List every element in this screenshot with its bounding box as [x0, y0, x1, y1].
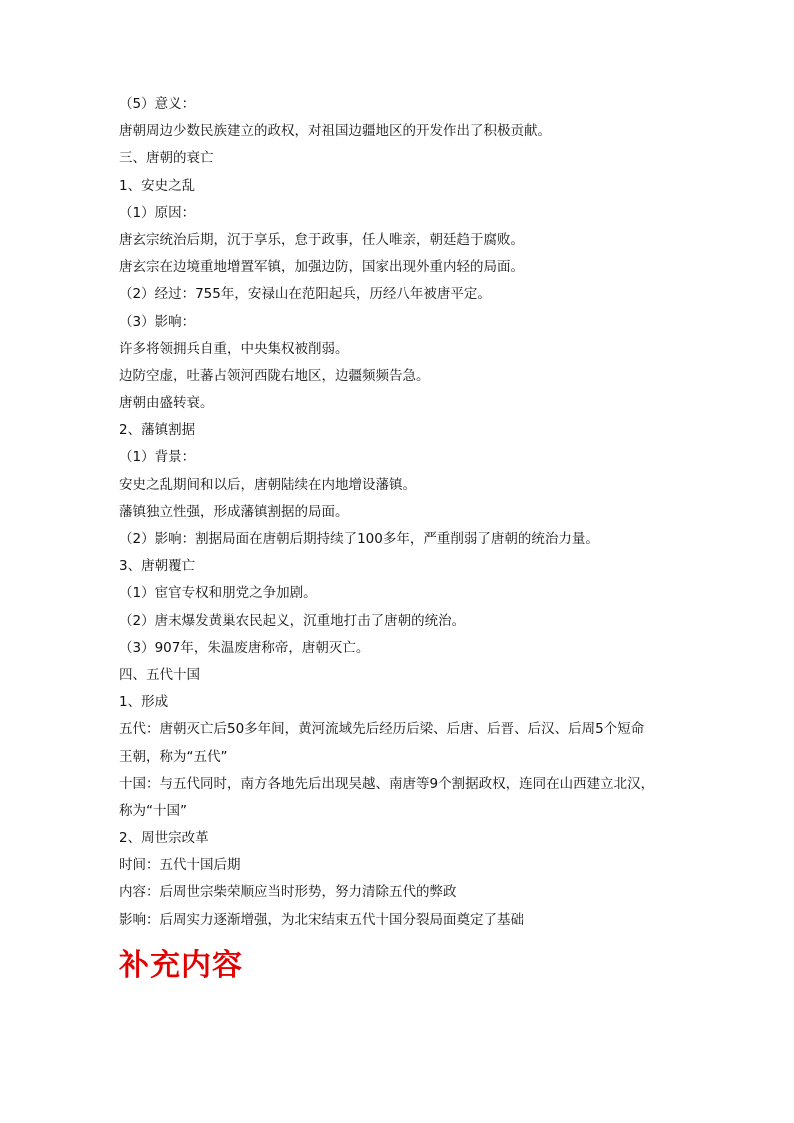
supplement-heading: 补充内容 — [119, 947, 243, 983]
impact-label: （3）影响： — [119, 313, 196, 330]
background-text-2: 藩镇独立性强，形成藩镇割据的局面。 — [119, 503, 349, 520]
background-label: （1）背景： — [119, 449, 196, 466]
fall-point-3: （3）907年，朱温废唐称帝，唐朝灭亡。 — [119, 639, 370, 656]
subheading-shizong-reform: 2、周世宗改革 — [119, 830, 209, 847]
document-body — [119, 91, 679, 988]
impact-text-2: 边防空虚，吐蕃占领河西陇右地区，边疆频频告急。 — [119, 367, 430, 384]
fanzhen-impact-text: （2）影响：割据局面在唐朝后期持续了100多年，严重削弱了唐朝的统治力量。 — [119, 531, 599, 547]
reform-time: 时间：五代十国后期 — [119, 857, 241, 874]
fall-point-1: （1）宦官专权和朋党之争加剧。 — [119, 585, 317, 602]
subheading-fanzhen: 2、藩镇割据 — [119, 422, 196, 439]
reform-impact: 影响：后周实力逐渐增强，为北宋结束五代十国分裂局面奠定了基础 — [119, 911, 524, 928]
cause-label: （1）原因： — [119, 204, 196, 221]
impact-text-3: 唐朝由盛转衰。 — [119, 395, 214, 412]
background-text-1: 安史之乱期间和以后，唐朝陆续在内地增设藩镇。 — [119, 476, 416, 493]
section-heading-tang-decline: 三、唐朝的衰亡 — [119, 150, 214, 167]
ten-kingdoms-text-1: 十国：与五代同时，南方各地先后出现吴越、南唐等9个割据政权，连同在山西建立北汉， — [119, 775, 655, 792]
five-dynasties-text-1: 五代：唐朝灭亡后50多年间，黄河流域先后经历后梁、后唐、后晋、后汉、后周5个短命 — [119, 721, 645, 738]
reform-content: 内容：后周世宗柴荣顺应当时形势，努力清除五代的弊政 — [119, 884, 457, 901]
meaning-text: 唐朝周边少数民族建立的政权，对祖国边疆地区的开发作出了积极贡献。 — [119, 123, 551, 140]
section-meaning-label: （5）意义： — [119, 96, 196, 112]
process-text: （2）经过：755年，安禄山在范阳起兵，历经八年被唐平定。 — [119, 286, 491, 303]
subheading-formation: 1、形成 — [119, 694, 169, 711]
five-dynasties-text-2: 王朝，称为“五代” — [119, 748, 228, 765]
subheading-tang-fall: 3、唐朝覆亡 — [119, 558, 196, 575]
cause-text-2: 唐玄宗在边境重地增置军镇，加强边防，国家出现外重内轻的局面。 — [119, 259, 524, 276]
ten-kingdoms-text-2: 称为“十国” — [119, 802, 187, 819]
subheading-anshi-rebellion: 1、安史之乱 — [119, 177, 196, 194]
section-heading-five-dynasties: 四、五代十国 — [119, 666, 200, 683]
impact-text-1: 许多将领拥兵自重，中央集权被削弱。 — [119, 340, 349, 357]
fall-point-2: （2）唐末爆发黄巢农民起义，沉重地打击了唐朝的统治。 — [119, 612, 466, 629]
cause-text-1: 唐玄宗统治后期，沉于享乐，怠于政事，任人唯亲，朝廷趋于腐败。 — [119, 231, 524, 248]
